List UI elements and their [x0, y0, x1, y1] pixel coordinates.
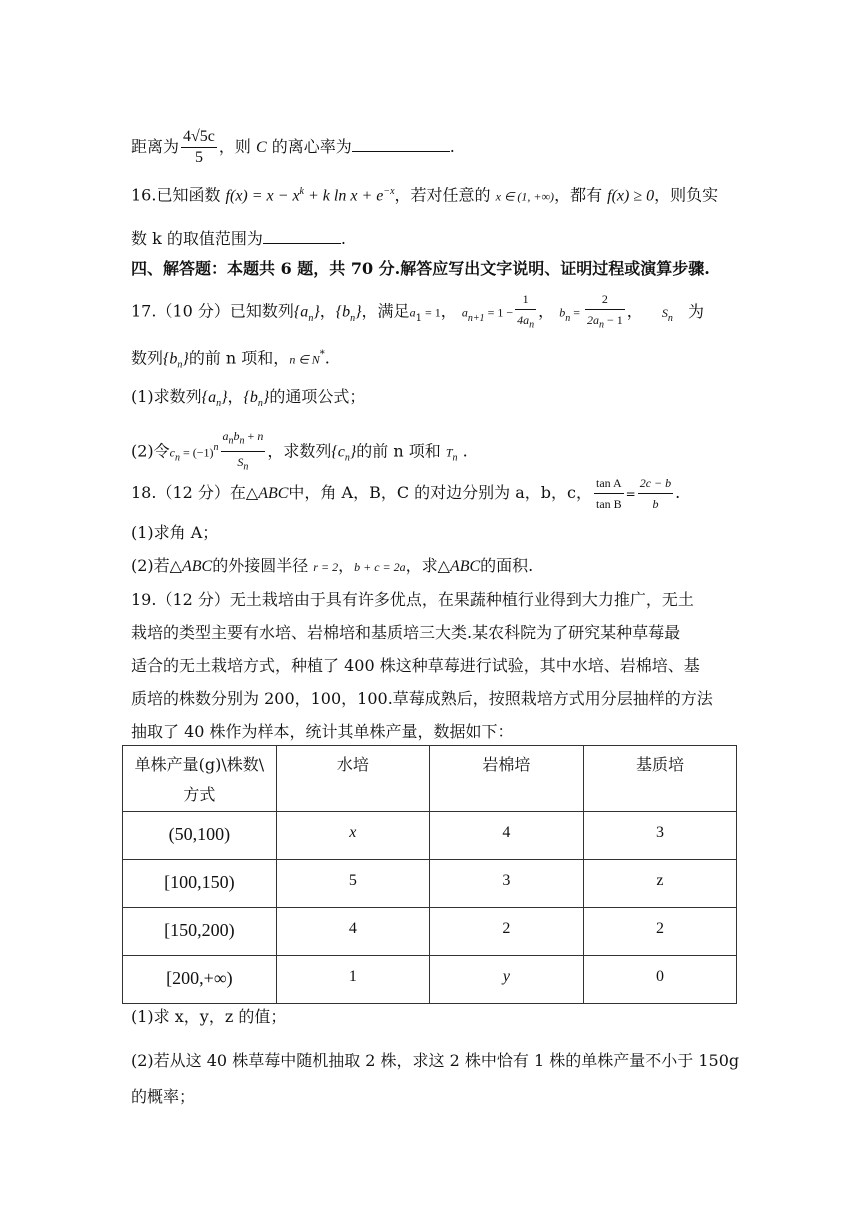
- q19-line4: 质培的株数分别为 200，100，100.草莓成熟后，按照栽培方式用分层抽样的方法: [131, 689, 713, 708]
- q19-line3: 适合的无土栽培方式，种植了 400 株这种草莓进行试验，其中水培、岩棉培、基: [131, 656, 700, 675]
- header-cell: 岩棉培: [429, 746, 583, 812]
- q17-rec-fraction: $\frac{1}{4a_n}$: [515, 289, 536, 335]
- header-cell: 基质培: [583, 746, 736, 812]
- q18-right-fraction: $\frac{2c - b}{b}$: [638, 473, 673, 514]
- q17-part1: (1)求数列$\{a_n\}$，$\{b_n\}$的通项公式；: [131, 387, 366, 410]
- yield-table: [122, 745, 737, 1004]
- q18-part1: (1)求角 A；: [131, 523, 219, 542]
- answer-blank: [263, 225, 341, 244]
- q18-part2: (2)若△ABC的外接圆半径 r = 2，b + c = 2a，求△ABC的面积.: [131, 556, 534, 575]
- table-row: [150,200) 4 2 2: [123, 908, 737, 956]
- q15-fraction: $\frac{4√5c}{5}$: [183, 128, 215, 166]
- table-header-row: [123, 746, 737, 812]
- q18-left-fraction: $\frac{\text{tan A}}{\text{tan B}}$: [594, 473, 624, 514]
- q19-part2-line1: (2)若从这 40 株草莓中随机抽取 2 株，求这 2 株中恰有 1 株的单株产量不小于 150g: [131, 1051, 740, 1070]
- header-cell: 单株产量(g)\株数\ 方式: [123, 746, 277, 812]
- table-row: (50,100) x 4 3: [123, 812, 737, 860]
- q19-part1: (1)求 x，y，z 的值；: [131, 1007, 287, 1026]
- q19-line2: 栽培的类型主要有水培、岩棉培和基质培三大类.某农科院为了研究某种草莓最: [131, 623, 681, 642]
- q17-line2: 数列$\{b_n\}$的前 n 项和，n ∈ N*.: [131, 348, 330, 371]
- q16-line1: 16.已知函数 $f(x) = x - x^k + k$ $\ln x + e^{-x}$，若对任意的 x ∈ (1, +∞)，都有 f(x) ≥ 0，则负实: [131, 185, 719, 205]
- section-heading: 四、解答题：本题共 6 题，共 70 分.解答应写出文字说明、证明过程或演算步骤.: [131, 259, 710, 278]
- header-cell: 水培: [276, 746, 429, 812]
- table-row: [200,+∞) 1 y 0: [123, 956, 737, 1004]
- q16-line2: 数 k 的取值范围为 .: [131, 225, 346, 251]
- q17-part2: (2)令$c_n = (-1)^n$ $\frac{a_nb_n + n}{S_n}$ ，求数列$\{c_n\}$的前 n 项和 $T_n$ .: [131, 426, 468, 478]
- table-row: [100,150) 5 3 z: [123, 860, 737, 908]
- q17-cn-fraction: $\frac{a_nb_n + n}{S_n}$: [221, 426, 266, 478]
- q15-tail: 距离为 $\frac{4√5c}{5}$ ，则 C 的离心率为 .: [131, 128, 455, 166]
- q15-prefix: 距离为: [131, 137, 180, 156]
- q18-line1: 18.（12 分）在△ABC中，角 A，B，C 的对边分别为 a，b，c， $\frac{\text{tan A}}{\text{tan B}}$ = $\frac{2c - b}{b}$ .: [131, 473, 680, 514]
- answer-blank: [352, 133, 450, 152]
- q19-line1: 19.（12 分）无土栽培由于具有许多优点，在果蔬种植行业得到大力推广，无土: [131, 590, 694, 609]
- q17-line1: 17.（10 分）已知数列$\{a_n\}$，$\{b_n\}$，满足$a_1 = 1$， $a_{n+1} = 1$ − $\frac{1}{4a_n}$ ， $b_n$ = $\frac{2}{2a_n - 1}$ ， $S_n$ 为: [131, 289, 704, 335]
- q17-bn-fraction: $\frac{2}{2a_n - 1}$: [585, 289, 625, 335]
- q19-line5: 抽取了 40 株作为样本，统计其单株产量，数据如下：: [131, 722, 514, 741]
- q19-part2-line2: 的概率；: [131, 1087, 196, 1106]
